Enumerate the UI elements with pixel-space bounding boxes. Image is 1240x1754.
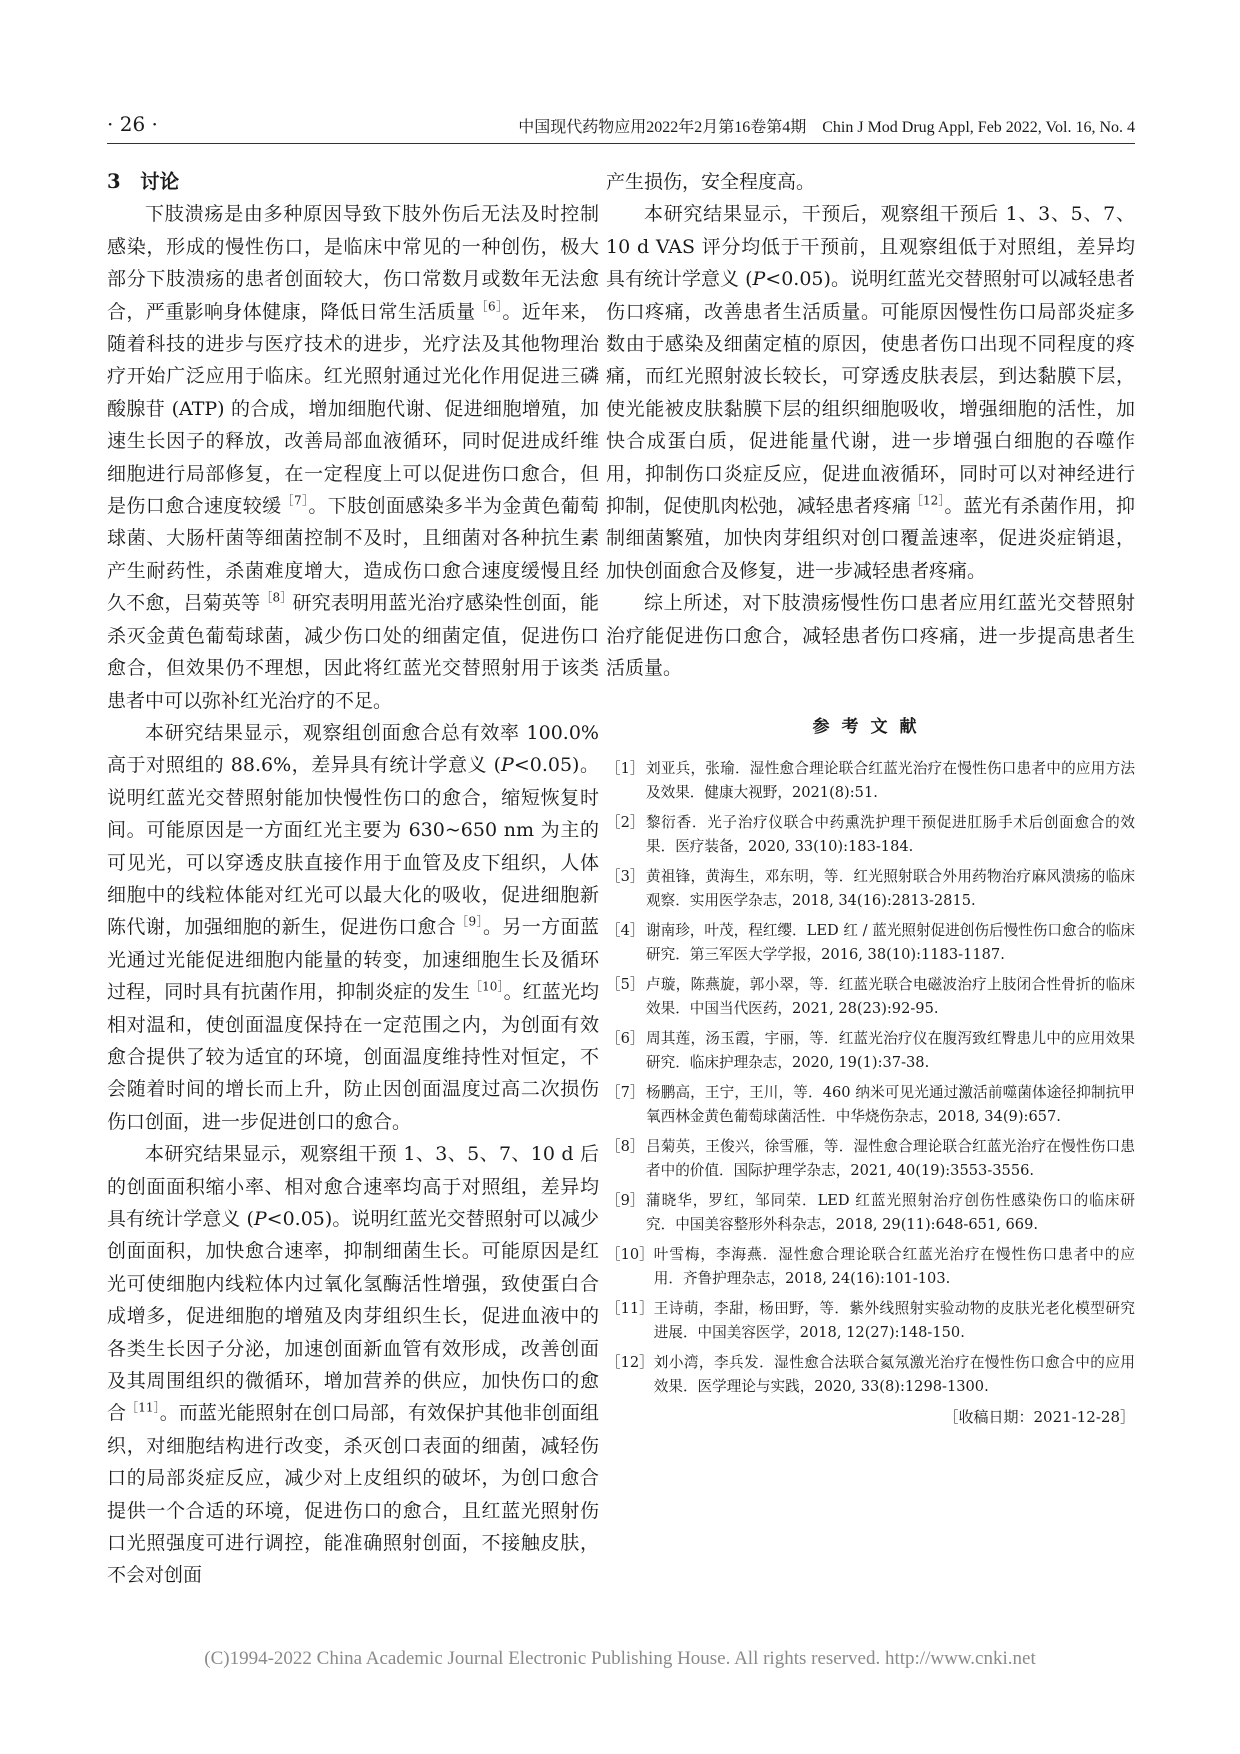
- citation-6: ［6］: [475, 299, 503, 314]
- paragraph-text: 本研究结果显示，观察组创面愈合总有效率 100.0% 高于对照组的 88.6%，差异具有统计学意义 (: [107, 721, 599, 777]
- reference-text: 蒲晓华，罗红，邹同荣．LED 红蓝光照射治疗创伤性感染伤口的临床研究．中国美容整形外科杂志，2018, 29(11):648-651, 669.: [646, 1191, 1135, 1234]
- reference-text: 周其莲，汤玉霞，宇丽，等．红蓝光治疗仪在腹泻致红臀患儿中的应用效果研究．临床护理杂志，2020, 19(1):37-38.: [646, 1029, 1135, 1072]
- paragraph-text: 下肢溃疡是由多种原因导致下肢外伤后无法及时控制感染，形成的慢性伤口，是临床中常见的一种创伤，极大部分下肢溃疡的患者创面较大，伤口常数月或数年无法愈合，严重影响身体健康，降低日常生活质量: [107, 203, 599, 323]
- reference-item: [606, 811, 1135, 860]
- paragraph-text: 本研究结果显示，干预后，观察组干预后 1、3、5、7、10 d VAS 评分均低于干预前，且观察组低于对照组，差异均具有统计学意义 (: [606, 203, 1135, 291]
- reference-text: 杨鹏高，王宁，王川，等．460 纳米可见光通过激活前噬菌体途径抑制抗甲氧西林金黄色葡萄球菌活性．中华烧伤杂志，2018, 34(9):657.: [646, 1083, 1135, 1126]
- citation-10: ［10］: [469, 979, 504, 994]
- citation-7: ［7］: [281, 493, 309, 508]
- paragraph-text: 。红蓝光均相对温和，使创面温度保持在一定范围之内，为创面有效愈合提供了较为适宜的环境，创面温度维持性对恒定，不会随着时间的增长而上升，防止因创面温度过高二次损伤伤口创面，进一步促进创口的愈合。: [107, 981, 599, 1133]
- reference-text: 刘亚兵，张瑜．湿性愈合理论联合红蓝光治疗在慢性伤口患者中的应用方法及效果．健康大视野，2021(8):51.: [646, 759, 1135, 802]
- reference-item: [606, 865, 1135, 914]
- p-value-symbol: P: [501, 754, 514, 777]
- reference-item: [606, 1081, 1135, 1130]
- reference-item: [606, 757, 1135, 806]
- reference-item: [606, 1297, 1135, 1346]
- header-rule: [107, 143, 1135, 144]
- copyright-footer: (C)1994-2022 China Academic Journal Electronic Publishing House. All rights reserved. http://www.cnki.net: [204, 1648, 1036, 1669]
- paragraph: 产生损伤，安全程度高。: [606, 171, 816, 193]
- paragraph-text: 本研究结果显示，观察组干预 1、3、5、7、10 d 后的创面面积缩小率、相对愈合速率均高于对照组，差异均具有统计学意义 (: [107, 1143, 599, 1230]
- reference-text: 黎衍香．光子治疗仪联合中药熏洗护理干预促进肛肠手术后创面愈合的效果．医疗装备，2020, 33(10):183-184.: [646, 813, 1135, 856]
- paragraph-text: 。另一方面蓝光通过光能促进细胞内能量的转变，加速细胞生长及循环过程，同时具有抗菌作用，抑制炎症的发生: [107, 916, 599, 1004]
- paragraph: [107, 717, 599, 1138]
- reference-number: ［2］: [606, 813, 645, 831]
- reference-number: ［9］: [606, 1191, 645, 1209]
- reference-item: [606, 1351, 1135, 1400]
- right-column: [606, 166, 1135, 1429]
- citation-12: ［12］: [910, 493, 945, 508]
- paragraph: 综上所述，对下肢溃疡慢性伤口患者应用红蓝光交替照射治疗能促进伤口愈合，减轻患者伤口疼痛，进一步提高患者生活质量。: [606, 592, 1135, 680]
- reference-text: 黄祖锋，黄海生，邓东明，等．红光照射联合外用药物治疗麻风溃疡的临床观察．实用医学杂志，2018, 34(16):2813-2815.: [646, 867, 1135, 910]
- reference-text: 王诗萌，李甜，杨田野，等．紫外线照射实验动物的皮肤光老化模型研究进展．中国美容医学，2018, 12(27):148-150.: [653, 1299, 1135, 1342]
- reference-number: ［1］: [606, 759, 645, 777]
- p-value-symbol: P: [253, 1208, 267, 1230]
- paragraph-text: <0.05)。说明红蓝光交替照射可以减少创面面积，加快愈合速率，抑制细菌生长。可能原因是红光可使细胞内线粒体内过氧化氢酶活性增强，致使蛋白合成增多，促进细胞的增殖及肉芽组织生长，促进血液中的各类生长因子分泌，加速创面新血管有效形成，改善创面及其周围组织的微循环，增加营养的供应，加快伤口的愈合: [107, 1208, 600, 1425]
- reference-list: [606, 757, 1135, 1400]
- p-value-symbol: P: [752, 268, 766, 291]
- reference-number: ［11］: [606, 1299, 654, 1317]
- paragraph-text: <0.05)。说明红蓝光交替照射能加快慢性伤口的愈合，缩短恢复时间。可能原因是一方面红光主要为 630~650 nm 为主的可见光，可以穿透皮肤直接作用于血管及皮下组织，人体细胞中的线粒体能对红光可以最大化的吸收，促进细胞新陈代谢，加强细胞的新生，促进伤口愈合: [107, 754, 600, 939]
- citation-11: ［11］: [126, 1401, 160, 1416]
- paragraph-text: 。蓝光有杀菌作用，抑制细菌繁殖，加快肉芽组织对创口覆盖速率，促进炎症销退，加快创面愈合及修复，进一步减轻患者疼痛。: [606, 495, 1135, 582]
- reference-item: [606, 919, 1135, 968]
- page-number: · 26 ·: [107, 112, 158, 136]
- reference-item: [606, 1135, 1135, 1184]
- reference-number: ［5］: [606, 975, 645, 993]
- reference-text: 谢南珍，叶茂，程红缨．LED 红 / 蓝光照射促进创伤后慢性伤口愈合的临床研究．第三军医大学学报，2016, 38(10):1183-1187.: [646, 921, 1135, 964]
- reference-item: [606, 1243, 1135, 1292]
- reference-item: [606, 1027, 1135, 1076]
- page-header: [107, 112, 1135, 140]
- reference-text: 卢璇，陈燕旋，郭小翠，等．红蓝光联合电磁波治疗上肢闭合性骨折的临床效果．中国当代医药，2021, 28(23):92-95.: [646, 975, 1135, 1018]
- paragraph: [107, 198, 599, 717]
- section-heading: 3 讨论: [107, 170, 180, 193]
- reference-item: [606, 1189, 1135, 1238]
- paragraph-text: <0.05)。说明红蓝光交替照射可以减轻患者伤口疼痛，改善患者生活质量。可能原因慢性伤口局部炎症多数由于感染及细菌定植的原因，使患者伤口出现不同程度的疼痛，而红光照射波长较长，可穿透皮肤表层，到达黏膜下层，使光能被皮肤黏膜下层的组织细胞吸收，增强细胞的活性，加快合成蛋白质，促进能量代谢，进一步增强白细胞的吞噬作用，抑制伤口炎症反应，促进血液循环，同时可以对神经进行抑制，促使肌肉松弛，减轻患者疼痛: [606, 268, 1136, 518]
- paragraph-text: 。而蓝光能照射在创口局部，有效保护其他非创面组织，对细胞结构进行改变，杀灭创口表面的细菌，减轻伤口的局部炎症反应，减少对上皮组织的破坏，为创口愈合提供一个合适的环境，促进伤口的愈合，且红蓝光照射伤口光照强度可进行调控，能准确照射创面，不接触皮肤，不会对创面: [107, 1402, 599, 1587]
- paragraph: [107, 1138, 599, 1592]
- reference-text: 刘小湾，李兵发．湿性愈合法联合氦氖激光治疗在慢性伤口愈合中的应用效果．医学理论与实践，2020, 33(8):1298-1300.: [653, 1353, 1135, 1396]
- reference-text: 吕菊英，王俊兴，徐雪雁，等．湿性愈合理论联合红蓝光治疗在慢性伤口患者中的价值．国际护理学杂志，2021, 40(19):3553-3556.: [646, 1137, 1135, 1180]
- citation-8: ［8］: [260, 590, 293, 605]
- reference-number: ［3］: [606, 867, 645, 885]
- reference-text: 叶雪梅，李海燕．湿性愈合理论联合红蓝光治疗在慢性伤口患者中的应用．齐鲁护理杂志，2018, 24(16):101-103.: [653, 1245, 1135, 1288]
- reference-item: [606, 973, 1135, 1022]
- reference-number: ［7］: [606, 1083, 645, 1101]
- reference-number: ［4］: [606, 921, 645, 939]
- paragraph-text: 。下肢创面感染多半为金黄色葡萄球菌、大肠杆菌等细菌控制不及时，且细菌对各种抗生素产生耐药性，杀菌难度增大，造成伤口愈合速度缓慢且经久不愈，吕菊英等: [107, 495, 599, 615]
- left-column: [107, 166, 599, 1592]
- paragraph: [606, 198, 1135, 587]
- reference-number: ［10］: [606, 1245, 654, 1263]
- running-head: 中国现代药物应用2022年2月第16卷第4期 Chin J Mod Drug Appl, Feb 2022, Vol. 16, No. 4: [518, 119, 1135, 136]
- reference-number: ［8］: [606, 1137, 645, 1155]
- paragraph-text: 。近年来，随着科技的进步与医疗技术的进步，光疗法及其他物理治疗开始广泛应用于临床。红光照射通过光化作用促进三磷酸腺苷 (ATP) 的合成，增加细胞代谢、促进细胞增殖，加速生长因子的释放，改善局部血液循环，同时促进成纤维细胞进行局部修复，在一定程度上可以促进伤口愈合，但是伤口愈合速度较缓: [107, 300, 599, 518]
- received-date: ［收稿日期：2021-12-28］: [943, 1407, 1135, 1426]
- reference-number: ［12］: [606, 1353, 654, 1371]
- citation-9: ［9］: [456, 915, 483, 930]
- references-title: 参考文献: [812, 716, 929, 737]
- reference-number: ［6］: [606, 1029, 645, 1047]
- paragraph-text: 研究表明用蓝光治疗感染性创面，能杀灭金黄色葡萄球菌，减少伤口处的细菌定值，促进伤口愈合，但效果仍不理想，因此将红蓝光交替照射用于该类患者中可以弥补红光治疗的不足。: [107, 592, 599, 712]
